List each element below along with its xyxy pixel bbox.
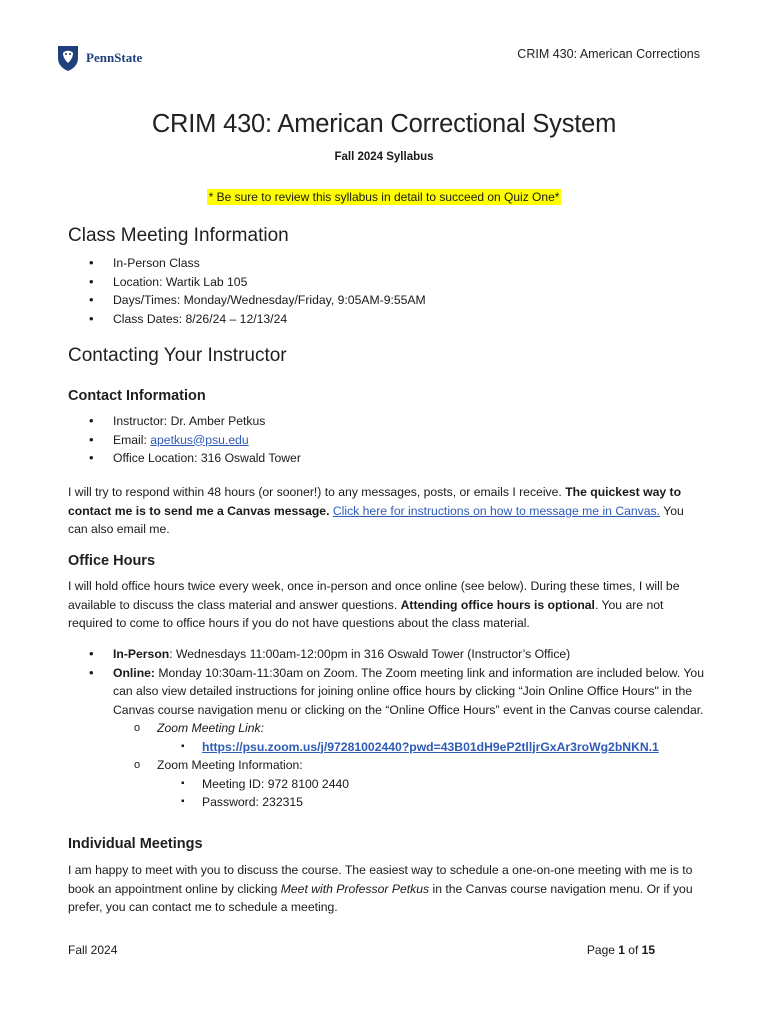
- respond-bold: The quickest way to contact me is to send me a Canvas message.: [68, 485, 682, 518]
- online-text: Monday 10:30am-11:30am on Zoom. The Zoom meeting link and information are included below. You can also view detailed instructions for joining online office hours by clicking “Join Online Office Hours" in the Canvas course navigation menu or clicking on the “Online Office Hours” event in the Canvas course calendar.: [113, 665, 704, 717]
- in-person-hours-item: [68, 645, 708, 664]
- zoom-link-label: Zoom Meeting Link:: [157, 721, 265, 735]
- respond-tail: You can also email me.: [68, 503, 684, 536]
- list-item: • Class Dates: 8/26/24 – 12/13/24: [68, 310, 708, 329]
- nittany-lion-shield-icon: [56, 44, 80, 72]
- document-subtitle: Fall 2024 Syllabus: [334, 151, 434, 163]
- office-hours-intro-text: I will hold office hours twice every week, once in-person and once online (see below). During these times, I will be available to discuss the class material and answer questions.: [68, 579, 680, 612]
- list-item: • Location: Wartik Lab 105: [68, 273, 708, 292]
- email-label: Email:: [113, 432, 151, 447]
- office-hours-optional: Attending office hours is optional: [400, 597, 595, 612]
- list-item: • Days/Times: Monday/Wednesday/Friday, 9:05AM-9:55AM: [68, 291, 708, 310]
- zoom-link-item: [113, 719, 708, 756]
- in-person-label: In-Person: [113, 647, 170, 661]
- office-hours-list: [68, 645, 708, 812]
- footer-page-number: [587, 943, 655, 957]
- canvas-message-instructions-link[interactable]: Click here for instructions on how to message me in Canvas.: [332, 503, 661, 518]
- zoom-sublist: [113, 719, 708, 812]
- instructor-item: • Instructor: Dr. Amber Petkus: [68, 412, 708, 431]
- in-person-text: : Wednesdays 11:00am-12:00pm in 316 Oswald Tower (Instructor’s Office): [169, 647, 571, 661]
- list-item: • In-Person Class: [68, 254, 708, 273]
- zoom-url-item: [157, 738, 708, 757]
- office-hours-intro-tail: . You are not required to come to office hours if you do not have questions about the class material.: [68, 597, 664, 630]
- contact-info-heading: Contact Information: [68, 388, 206, 404]
- zoom-meeting-link[interactable]: https://psu.zoom.us/j/97281002440?pwd=43B01dH9eP2tlljrGxAr3roWg2bNKN.1: [202, 739, 659, 754]
- office-hours-heading: Office Hours: [68, 553, 156, 569]
- zoom-link-sublist: [157, 738, 708, 757]
- zoom-info-item: [113, 756, 708, 812]
- respond-paragraph: [68, 483, 704, 539]
- office-location-item: • Office Location: 316 Oswald Tower: [68, 449, 708, 468]
- quiz-notice-text: * Be sure to review this syllabus in detail to succeed on Quiz One*: [208, 190, 560, 204]
- penn-state-logo: [56, 44, 142, 72]
- email-link[interactable]: apetkus@psu.edu: [150, 432, 249, 447]
- office-hours-intro: [68, 577, 704, 633]
- online-label: Online:: [113, 665, 155, 680]
- individual-meetings-heading: Individual Meetings: [68, 836, 203, 852]
- page-num: 1: [618, 943, 625, 957]
- quiz-notice: [0, 188, 768, 206]
- zoom-info-label: Zoom Meeting Information:: [157, 758, 303, 772]
- logo-wordmark: PennState: [86, 50, 143, 65]
- individual-tail: in the Canvas course navigation menu. Or if you prefer, you can contact me to schedule a meeting.: [68, 881, 693, 914]
- footer-term: Fall 2024: [68, 943, 118, 957]
- password-item: ▪ Password: 232315: [157, 793, 708, 812]
- zoom-info-sublist: [157, 775, 708, 812]
- email-item: [68, 431, 708, 450]
- online-hours-item: [68, 664, 708, 812]
- class-meeting-heading: Class Meeting Information: [68, 225, 289, 246]
- individual-meetings-paragraph: [68, 861, 704, 917]
- individual-italic: Meet with Professor Petkus: [280, 881, 430, 896]
- total-pages: 15: [641, 943, 655, 957]
- contacting-heading: Contacting Your Instructor: [68, 345, 287, 366]
- meeting-id-item: ▪ Meeting ID: 972 8100 2440: [157, 775, 708, 794]
- of-label: of: [624, 943, 642, 957]
- page-label: Page: [586, 943, 619, 957]
- document-title: CRIM 430: American Correctional System: [151, 110, 617, 138]
- individual-text: I am happy to meet with you to discuss the course. The easiest way to schedule a one-on-one meeting with me is to book an appointment online by clicking: [68, 863, 693, 896]
- class-meeting-list: [68, 254, 708, 328]
- contact-info-list: [68, 412, 708, 468]
- respond-text: I will try to respond within 48 hours (or sooner!) to any messages, posts, or emails I receive.: [68, 485, 566, 499]
- header-course-name: CRIM 430: American Corrections: [517, 47, 700, 61]
